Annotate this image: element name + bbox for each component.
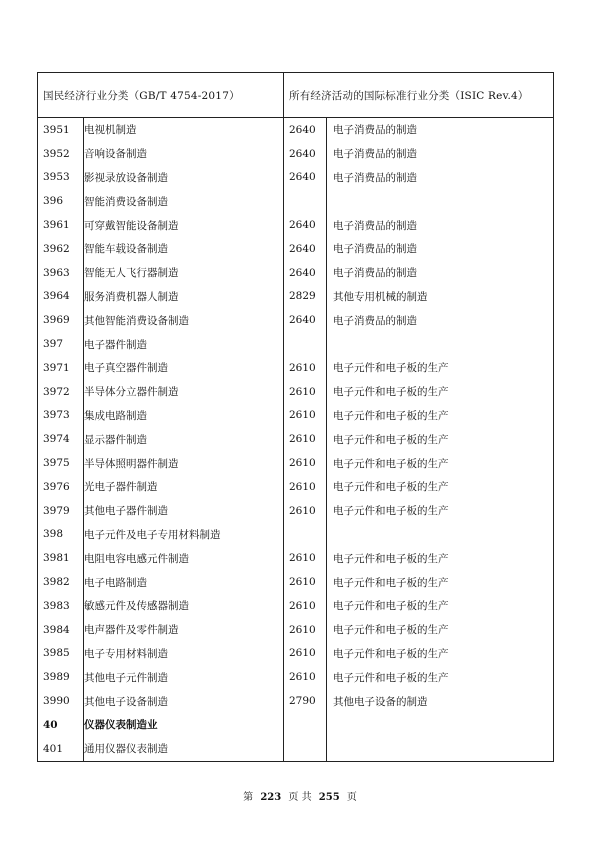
page-footer	[0, 788, 600, 803]
industry-code: 3983	[43, 599, 70, 612]
isic-description: 电子消费品的制造	[327, 261, 554, 285]
table-row	[38, 166, 554, 190]
table-row	[38, 523, 554, 547]
isic-code: 2829	[289, 290, 316, 303]
table-row	[38, 380, 554, 404]
industry-code: 3973	[43, 409, 70, 422]
industry-name: 影视录放设备制造	[84, 166, 284, 190]
isic-code: 2640	[289, 219, 316, 232]
industry-code: 398	[43, 528, 64, 541]
industry-name: 智能车载设备制造	[84, 237, 284, 261]
isic-code: 2610	[289, 647, 316, 660]
isic-code: 2610	[289, 480, 316, 493]
isic-description: 电子元件和电子板的生产	[327, 665, 554, 689]
isic-code	[284, 332, 327, 356]
industry-code: 3982	[43, 576, 70, 589]
industry-code: 3971	[43, 361, 70, 374]
industry-name: 其他电子元件制造	[84, 665, 284, 689]
isic-code: 2640	[289, 123, 316, 136]
industry-name: 智能无人飞行器制造	[84, 261, 284, 285]
table-row	[38, 332, 554, 356]
isic-code: 2640	[289, 147, 316, 160]
industry-code: 3962	[43, 242, 70, 255]
industry-code: 3985	[43, 647, 70, 660]
isic-description	[327, 332, 554, 356]
industry-code: 3961	[43, 219, 70, 232]
isic-description: 电子元件和电子板的生产	[327, 642, 554, 666]
table-row	[38, 189, 554, 213]
table-row	[38, 308, 554, 332]
industry-name: 可穿戴智能设备制造	[84, 213, 284, 237]
industry-code: 396	[43, 195, 64, 208]
industry-code: 3981	[43, 552, 70, 565]
isic-code: 2610	[289, 361, 316, 374]
isic-description	[327, 523, 554, 547]
industry-code: 3952	[43, 147, 70, 160]
isic-description: 电子元件和电子板的生产	[327, 594, 554, 618]
table-row	[38, 261, 554, 285]
table-row	[38, 499, 554, 523]
industry-name: 电子专用材料制造	[84, 642, 284, 666]
isic-code: 2610	[289, 433, 316, 446]
table-row	[38, 618, 554, 642]
table-row	[38, 594, 554, 618]
header-gbt-classification: 国民经济行业分类（GB/T 4754-2017）	[38, 73, 284, 118]
industry-name: 电阻电容电感元件制造	[84, 546, 284, 570]
industry-code: 3979	[43, 504, 70, 517]
isic-description: 电子消费品的制造	[327, 118, 554, 142]
industry-code: 3963	[43, 266, 70, 279]
industry-code: 3975	[43, 457, 70, 470]
table-row	[38, 475, 554, 499]
table-row	[38, 642, 554, 666]
isic-code	[284, 737, 327, 761]
industry-name: 敏感元件及传感器制造	[84, 594, 284, 618]
industry-name: 电子元件及电子专用材料制造	[84, 523, 284, 547]
table-row	[38, 713, 554, 737]
isic-code: 2610	[289, 671, 316, 684]
total-pages: 255	[318, 792, 340, 803]
isic-code: 2640	[289, 171, 316, 184]
industry-name: 电子真空器件制造	[84, 356, 284, 380]
industry-name: 集成电路制造	[84, 404, 284, 428]
table-row	[38, 665, 554, 689]
isic-description: 电子元件和电子板的生产	[327, 499, 554, 523]
table-row	[38, 427, 554, 451]
table-row	[38, 451, 554, 475]
isic-code: 2640	[289, 266, 316, 279]
isic-code: 2610	[289, 623, 316, 636]
isic-description: 电子消费品的制造	[327, 213, 554, 237]
industry-code: 3964	[43, 290, 70, 303]
table-row	[38, 546, 554, 570]
industry-name: 智能消费设备制造	[84, 189, 284, 213]
isic-code: 2610	[289, 409, 316, 422]
table-row	[38, 689, 554, 713]
table-row	[38, 737, 554, 761]
industry-name: 电声器件及零件制造	[84, 618, 284, 642]
isic-code: 2610	[289, 385, 316, 398]
isic-description: 电子元件和电子板的生产	[327, 546, 554, 570]
table-row	[38, 570, 554, 594]
table-row	[38, 356, 554, 380]
table-row	[38, 213, 554, 237]
isic-description	[327, 189, 554, 213]
footer-suffix: 页	[346, 792, 357, 803]
table-row	[38, 118, 554, 142]
isic-code: 2610	[289, 504, 316, 517]
industry-name: 服务消费机器人制造	[84, 285, 284, 309]
industry-name: 其他电子设备制造	[84, 689, 284, 713]
industry-name: 半导体分立器件制造	[84, 380, 284, 404]
industry-name: 半导体照明器件制造	[84, 451, 284, 475]
isic-description	[327, 737, 554, 761]
industry-code: 3976	[43, 480, 70, 493]
isic-code	[284, 523, 327, 547]
table-row	[38, 237, 554, 261]
isic-code: 2640	[289, 242, 316, 255]
isic-description: 电子元件和电子板的生产	[327, 404, 554, 428]
industry-name: 其他智能消费设备制造	[84, 308, 284, 332]
industry-name: 电子器件制造	[84, 332, 284, 356]
isic-code: 2610	[289, 552, 316, 565]
isic-description: 电子元件和电子板的生产	[327, 427, 554, 451]
isic-code: 2640	[289, 314, 316, 327]
isic-description: 电子元件和电子板的生产	[327, 451, 554, 475]
industry-code: 3953	[43, 171, 70, 184]
industry-code: 3990	[43, 695, 70, 708]
isic-description: 电子元件和电子板的生产	[327, 618, 554, 642]
isic-code: 2610	[289, 576, 316, 589]
isic-description: 电子元件和电子板的生产	[327, 475, 554, 499]
industry-name: 光电子器件制造	[84, 475, 284, 499]
isic-code: 2610	[289, 599, 316, 612]
isic-description: 电子元件和电子板的生产	[327, 380, 554, 404]
industry-code: 40	[43, 718, 58, 731]
classification-table	[37, 72, 554, 762]
table-header-row	[38, 73, 554, 118]
table-row	[38, 404, 554, 428]
footer-middle: 页 共	[288, 792, 312, 803]
page-number: 223	[260, 792, 282, 803]
industry-name: 音响设备制造	[84, 142, 284, 166]
industry-name: 仪器仪表制造业	[84, 713, 284, 737]
isic-description: 其他专用机械的制造	[327, 285, 554, 309]
isic-description: 电子消费品的制造	[327, 166, 554, 190]
industry-name: 电视机制造	[84, 118, 284, 142]
isic-code	[284, 713, 327, 737]
isic-description: 其他电子设备的制造	[327, 689, 554, 713]
industry-code: 3974	[43, 433, 70, 446]
isic-description: 电子消费品的制造	[327, 237, 554, 261]
industry-code: 397	[43, 338, 64, 351]
isic-description: 电子元件和电子板的生产	[327, 356, 554, 380]
industry-code: 401	[43, 742, 64, 755]
isic-code: 2610	[289, 457, 316, 470]
isic-description: 电子消费品的制造	[327, 142, 554, 166]
header-isic-classification: 所有经济活动的国际标准行业分类（ISIC Rev.4）	[284, 73, 554, 118]
isic-code: 2790	[289, 695, 316, 708]
industry-name: 其他电子器件制造	[84, 499, 284, 523]
footer-prefix: 第	[243, 792, 254, 803]
industry-name: 显示器件制造	[84, 427, 284, 451]
isic-code	[284, 189, 327, 213]
industry-code: 3951	[43, 123, 70, 136]
isic-description: 电子消费品的制造	[327, 308, 554, 332]
table-row	[38, 285, 554, 309]
industry-name: 电子电路制造	[84, 570, 284, 594]
industry-name: 通用仪器仪表制造	[84, 737, 284, 761]
isic-description: 电子元件和电子板的生产	[327, 570, 554, 594]
industry-code: 3984	[43, 623, 70, 636]
industry-code: 3972	[43, 385, 70, 398]
table-row	[38, 142, 554, 166]
industry-code: 3969	[43, 314, 70, 327]
industry-code: 3989	[43, 671, 70, 684]
isic-description	[327, 713, 554, 737]
